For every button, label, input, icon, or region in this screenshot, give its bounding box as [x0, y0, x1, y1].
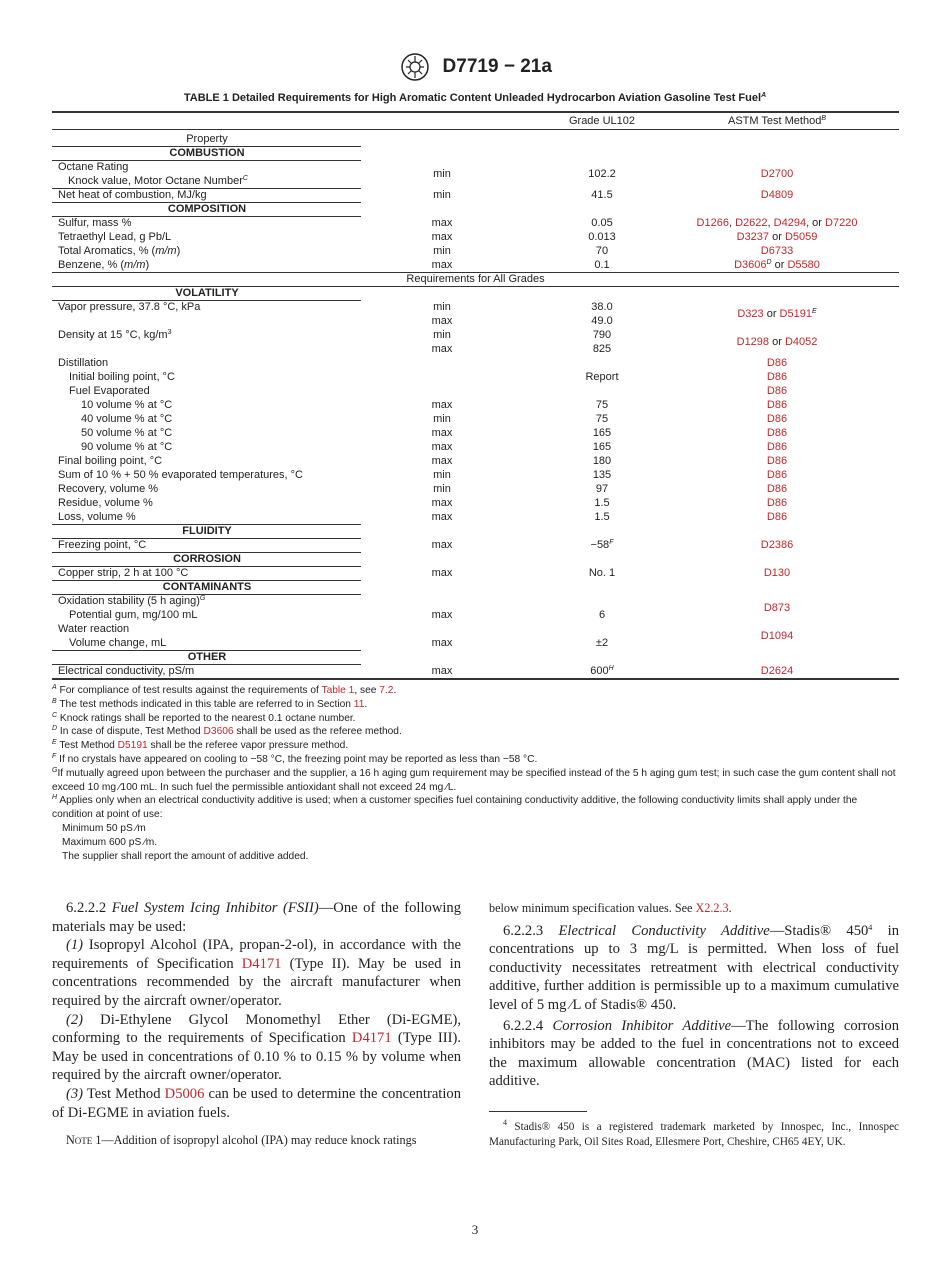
table-row: Octane Rating	[58, 161, 129, 173]
link-x2-2-3[interactable]: X2.2.3	[695, 901, 729, 915]
table-row: Distillation D86	[58, 357, 788, 369]
table-row: Benzene, % (m/m) max 0.1 $D3606^D$ or D5580	[58, 259, 820, 271]
table-row: D1094	[760, 630, 794, 642]
table-footnotes	[52, 684, 899, 863]
section-contaminants: CONTAMINANTS	[162, 581, 252, 593]
table-row: Initial boiling point, °C Report D86	[69, 371, 788, 383]
body-left-column	[52, 899, 461, 1148]
page-header	[0, 52, 950, 82]
footnote-c: $^C$ Knock ratings shall be reported to the nearest 0.1 octane number.	[52, 711, 356, 724]
table-top-rule	[52, 111, 899, 113]
table-row: Potential gum, mg/100 mL max 6	[69, 609, 606, 621]
table-row: Total Aromatics, % (m/m) min 70 D6733	[58, 245, 794, 257]
section-corrosion: CORROSION	[173, 553, 241, 565]
table-row: 10 volume % at °C max 75 D86	[81, 399, 788, 411]
footnote-h: $^H$ Applies only when an electrical conductivity additive is used; when a customer specifies fuel containing conductivity additive, the following conductivity limits shall apply under the condition at point of use:	[52, 794, 858, 821]
link-table-1[interactable]: Table 1	[321, 685, 355, 696]
section-volatility: VOLATILITY	[175, 287, 239, 299]
body-right-column	[489, 899, 899, 1150]
table-row: D323 or $D5191^E$	[737, 308, 817, 320]
table-row: Residue, volume % max 1.5 D86	[58, 497, 788, 509]
table-row: Knock value, Motor Octane Number$^C$	[68, 175, 248, 187]
page-number: 3	[471, 1222, 479, 1237]
footnote-d: $^D$ In case of dispute, Test Method D3606 shall be used as the referee method.	[52, 725, 402, 738]
table-row: D873	[763, 602, 791, 614]
link-d3606[interactable]: D3606	[203, 726, 234, 738]
table-row: Net heat of combustion, MJ/kg min 41.5 D4809	[58, 189, 794, 201]
link-section-11[interactable]: 11	[353, 698, 365, 710]
document-id: D7719 − 21a	[442, 56, 552, 77]
header-rule	[52, 129, 899, 130]
table-row: Fuel Evaporated D86	[69, 385, 788, 397]
table-row: Loss, volume % max 1.5 D86	[58, 511, 788, 523]
table-row: Sulfur, mass % max 0.05 D1266, D2622, D4294, or D7220	[58, 217, 858, 229]
footnote-4: $^4$ Stadis® 450 is a registered trademark marketed by Innospec, Inc., Innospec Manufacturing Park, Oil Sites Road, Ellesmere Port, Cheshire, CH65 4EY, UK.	[489, 1117, 899, 1148]
header-grade: Grade UL102	[568, 115, 636, 127]
link-d5191[interactable]: D5191	[117, 740, 148, 752]
link-d4171[interactable]: D4171	[241, 955, 282, 972]
paragraph-6-2-2-2: 6.2.2.2 Fuel System Icing Inhibitor (FSII)—One of the following materials may be used:	[52, 900, 462, 935]
note-1: Note 1—Addition of isopropyl alcohol (IPA) may reduce knock ratings	[66, 1133, 417, 1148]
table-header-row	[52, 114, 899, 128]
table-row: Oxidation stability (5 h aging)$^G$	[58, 595, 206, 607]
table-row: Freezing point, °C	[58, 539, 147, 551]
paragraph-di-egme: (2) Di-Ethylene Glycol Monomethyl Ether (Di-EGME), conforming to the requirements of Specification D4171 (Type III). May be used in concentrations of 0.10 % to 0.15 % by volume when required by the aircraft owner/operator.	[52, 1011, 461, 1084]
table-row: Sum of 10 % + 50 % evaporated temperatures, °C min 135 D86	[58, 469, 788, 481]
section-fluidity: FLUIDITY	[182, 525, 232, 537]
footnote-e: $^E$ Test Method D5191 shall be the referee vapor pressure method.	[52, 739, 349, 752]
footnote-f: $^F$ If no crystals have appeared on cooling to −58 °C, the freezing point may be reported as less than −58 °C.	[52, 752, 538, 765]
table-row: Water reaction	[58, 623, 130, 635]
link-section-7-2[interactable]: 7.2	[379, 685, 394, 696]
table-row: Final boiling point, °C max 180 D86	[58, 455, 788, 467]
paragraph-6-2-2-4: 6.2.2.4 Corrosion Inhibitor Additive—The following corrosion inhibitors may be added to the fuel in concentrations not to exceed the maximum allowable concentration (MAC) listed for each additive.	[489, 1017, 900, 1090]
footnote-g: $^G$If mutually agreed upon between the purchaser and the supplier, a 16 h aging gum requirement may be specified instead of the 5 h aging gum test; in such case the gum content shall not exceed 10 mg ⁄100 mL. In such fuel the permissible antioxidant shall not exceed 24 mg ⁄L.	[52, 766, 896, 793]
link-d4171[interactable]: D4171	[351, 1030, 392, 1047]
astm-logo-icon	[398, 52, 432, 82]
note-continuation: below minimum specification values. See X2.2.3.	[489, 901, 732, 915]
table-row: max 825	[431, 343, 612, 355]
table-row: Density at 15 °C, $kg/m^3$ min 790	[58, 329, 612, 341]
footnote-h-max: Maximum 600 pS ⁄m.	[62, 836, 158, 848]
section-composition: COMPOSITION	[167, 203, 247, 215]
footnote-h-min: Minimum 50 pS ⁄m	[62, 822, 146, 834]
property-header-row: Property	[186, 133, 228, 145]
table-bottom-rule	[52, 678, 899, 680]
table-row: 50 volume % at °C max 165 D86	[81, 427, 788, 439]
table-row: 90 volume % at °C max 165 D86	[81, 441, 788, 453]
table-row: Volume change, mL max ±2	[69, 637, 609, 649]
all-grades-row: Requirements for All Grades	[406, 273, 545, 285]
table-row: 40 volume % at °C min 75 D86	[81, 413, 788, 425]
table-title: TABLE 1 Detailed Requirements for High Aromatic Content Unleaded Hydrocarbon Aviation Gasoline Test Fuel$^A$	[183, 92, 767, 104]
header-method: ASTM Test Method$^B$	[727, 115, 826, 127]
table-row: Tetraethyl Lead, g Pb/L max 0.013 D3237 or D5059	[58, 231, 818, 243]
table-row: Vapor pressure, 37.8 °C, kPa min 38.0	[58, 301, 613, 313]
section-other: OTHER	[187, 651, 227, 663]
table-row: Recovery, volume % min 97 D86	[58, 483, 788, 495]
table-row: Copper strip, 2 h at 100 °C max No. 1 D130	[58, 567, 791, 579]
table-row: max 49.0	[431, 315, 613, 327]
link-d5006[interactable]: D5006	[164, 1085, 205, 1102]
table-row: D1298 or D4052	[736, 336, 818, 348]
footnote-divider	[489, 1111, 587, 1112]
footnote-b: $^B$ The test methods indicated in this table are referred to in Section 11.	[52, 697, 368, 710]
table-row: min 102.2 D2700	[433, 168, 794, 180]
section-combustion: COMBUSTION	[169, 147, 245, 159]
footnote-h-supplier: The supplier shall report the amount of additive added.	[62, 850, 309, 862]
paragraph-ipa: (1) Isopropyl Alcohol (IPA, propan-2-ol), in accordance with the requirements of Specification D4171 (Type II). May be used in concentrations recommended by the aircraft manufacturer when required by the aircraft owner/operator.	[52, 937, 461, 1009]
paragraph-d5006: (3) Test Method D5006 can be used to determine the concentration of Di-EGME in aviation fuels.	[52, 1085, 461, 1121]
table-row: Electrical conductivity, pS/m max $600^H$ D2624	[58, 665, 794, 677]
paragraph-6-2-2-3: 6.2.2.3 Electrical Conductivity Additive—Stadis® 450$^4$ in concentrations up to 3 mg/L is permitted. When loss of fuel conductivity necessitates retreatment with electrical conductivity additive, further addition is permissible up to a maximum cumulative level of 5 mg ⁄L of Stadis® 450.	[489, 922, 900, 1013]
table-row: max $-58^F$ D2386	[431, 539, 794, 551]
footnote-a: $^A$ For compliance of test results against the requirements of Table 1, see 7.2.	[52, 684, 397, 696]
